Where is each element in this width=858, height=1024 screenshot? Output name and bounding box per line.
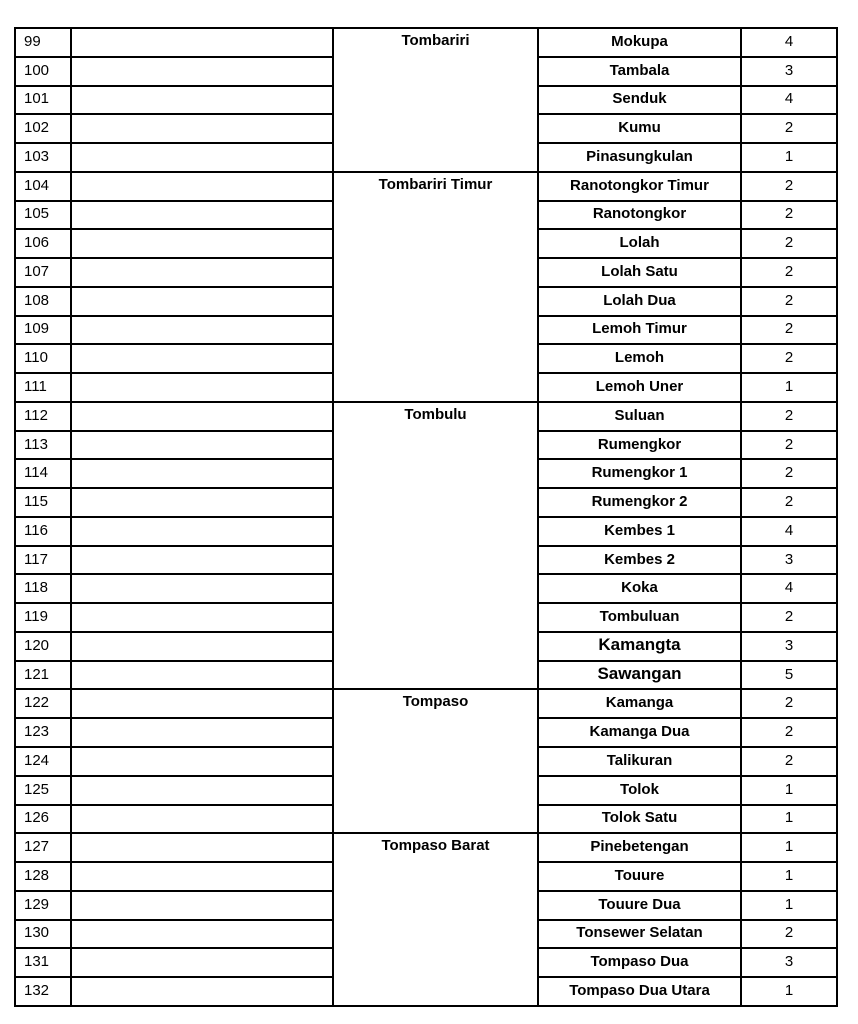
row-divider [537, 142, 838, 144]
row-number: 116 [24, 521, 48, 539]
count-value: 4 [784, 579, 794, 597]
count-value: 3 [784, 636, 794, 654]
empty-name-cell [71, 516, 333, 545]
count-value: 4 [784, 521, 794, 539]
table-row [0, 746, 858, 775]
table-row [0, 545, 858, 574]
count-value: 2 [784, 176, 794, 194]
row-divider [14, 113, 334, 115]
empty-name-cell [71, 660, 333, 689]
table-row [0, 573, 858, 602]
empty-name-cell [71, 746, 333, 775]
empty-name-cell [71, 315, 333, 344]
row-divider [537, 890, 838, 892]
village-name: Lemoh Uner [595, 377, 684, 395]
row-divider [14, 171, 838, 173]
row-divider [537, 257, 838, 259]
row-divider [537, 315, 838, 317]
row-number: 114 [24, 464, 48, 482]
district-name: Tombulu [404, 405, 467, 423]
row-number: 121 [24, 665, 50, 683]
row-divider [14, 746, 334, 748]
row-divider [14, 343, 334, 345]
empty-name-cell [71, 430, 333, 459]
empty-name-cell [71, 861, 333, 890]
table-row [0, 315, 858, 344]
row-divider [14, 200, 334, 202]
row-divider [537, 85, 838, 87]
empty-name-cell [71, 976, 333, 1005]
village-name: Sawangan [597, 664, 682, 684]
row-divider [537, 631, 838, 633]
count-value: 2 [784, 464, 794, 482]
row-divider [14, 1005, 838, 1007]
village-name: Pinasungkulan [586, 147, 693, 165]
table-row [0, 56, 858, 85]
row-divider [537, 343, 838, 345]
row-number: 99 [24, 32, 41, 50]
row-divider [14, 516, 334, 518]
count-value: 1 [784, 895, 794, 913]
village-name: Kamangta [598, 635, 681, 655]
village-name: Tompaso Dua [590, 953, 689, 971]
village-name: Suluan [614, 406, 665, 424]
row-number: 125 [24, 780, 50, 798]
row-number: 111 [24, 377, 47, 395]
row-divider [14, 257, 334, 259]
village-name: Kamanga [605, 694, 674, 712]
row-number: 103 [24, 147, 50, 165]
table-row [0, 775, 858, 804]
table-row [0, 631, 858, 660]
row-divider [14, 573, 334, 575]
empty-name-cell [71, 228, 333, 257]
count-value: 2 [784, 234, 794, 252]
row-number: 128 [24, 866, 50, 884]
empty-name-cell [71, 631, 333, 660]
empty-name-cell [71, 372, 333, 401]
table-row [0, 142, 858, 171]
table-row [0, 890, 858, 919]
count-value: 4 [784, 32, 794, 50]
row-number: 110 [24, 349, 48, 367]
empty-name-cell [71, 27, 333, 56]
village-name: Mokupa [611, 32, 668, 50]
empty-name-cell [71, 717, 333, 746]
row-divider [14, 430, 334, 432]
district-name: Tompaso Barat [381, 837, 490, 855]
table-row [0, 228, 858, 257]
row-divider [537, 200, 838, 202]
table-row [0, 286, 858, 315]
count-value: 2 [784, 435, 794, 453]
empty-name-cell [71, 343, 333, 372]
row-divider [537, 56, 838, 58]
row-divider [537, 746, 838, 748]
table-row [0, 458, 858, 487]
empty-name-cell [71, 545, 333, 574]
table-row [0, 200, 858, 229]
row-divider [14, 56, 334, 58]
count-value: 1 [784, 147, 794, 165]
count-value: 2 [784, 205, 794, 223]
count-value: 2 [784, 349, 794, 367]
row-number: 129 [24, 895, 50, 913]
row-number: 106 [24, 234, 50, 252]
row-number: 107 [24, 262, 50, 280]
row-divider [14, 228, 334, 230]
row-divider [14, 545, 334, 547]
village-name: Lemoh Timur [592, 320, 687, 338]
row-divider [14, 487, 334, 489]
empty-name-cell [71, 602, 333, 631]
village-name: Pinebetengan [590, 838, 689, 856]
table-row [0, 430, 858, 459]
district-name: Tombariri Timur [378, 175, 493, 193]
row-divider [537, 660, 838, 662]
empty-name-cell [71, 401, 333, 430]
count-value: 2 [784, 119, 794, 137]
row-divider [537, 717, 838, 719]
row-divider [14, 85, 334, 87]
row-divider [537, 602, 838, 604]
count-value: 1 [784, 780, 794, 798]
row-number: 123 [24, 723, 50, 741]
row-number: 127 [24, 838, 50, 856]
count-value: 5 [784, 665, 794, 683]
village-name: Koka [621, 579, 658, 597]
village-name: Kembes 1 [604, 521, 675, 539]
count-value: 1 [784, 981, 794, 999]
row-number: 120 [24, 636, 50, 654]
table-row [0, 804, 858, 833]
row-divider [14, 660, 334, 662]
village-name: Tompaso Dua Utara [569, 981, 710, 999]
table-row [0, 717, 858, 746]
village-name: Senduk [612, 90, 667, 108]
count-value: 2 [784, 751, 794, 769]
village-name: Tombuluan [599, 608, 680, 626]
village-name: Tolok Satu [601, 809, 678, 827]
village-name: Touure [614, 866, 665, 884]
count-value: 3 [784, 61, 794, 79]
village-name: Ranotongkor Timur [570, 176, 709, 194]
table-row [0, 257, 858, 286]
village-name: Tonsewer Selatan [576, 924, 703, 942]
row-divider [537, 372, 838, 374]
row-divider [14, 976, 334, 978]
village-name: Tolok [620, 780, 659, 798]
table-row [0, 602, 858, 631]
row-number: 113 [24, 435, 48, 453]
row-divider [537, 228, 838, 230]
row-divider [537, 573, 838, 575]
count-value: 2 [784, 924, 794, 942]
empty-name-cell [71, 171, 333, 200]
row-number: 108 [24, 291, 50, 309]
row-number: 104 [24, 176, 50, 194]
count-value: 4 [784, 90, 794, 108]
empty-name-cell [71, 113, 333, 142]
row-number: 112 [24, 406, 48, 424]
row-divider [14, 631, 334, 633]
village-name: Lolah Dua [603, 291, 676, 309]
empty-name-cell [71, 487, 333, 516]
row-divider [537, 286, 838, 288]
table-row [0, 113, 858, 142]
count-value: 1 [784, 809, 794, 827]
district-name: Tombariri [401, 32, 470, 49]
table-row [0, 516, 858, 545]
row-divider [14, 832, 838, 834]
village-name: Rumengkor [597, 435, 682, 453]
row-divider [14, 315, 334, 317]
empty-name-cell [71, 85, 333, 114]
village-name: Rumengkor 2 [591, 493, 688, 511]
empty-name-cell [71, 56, 333, 85]
count-value: 1 [784, 838, 794, 856]
count-value: 2 [784, 694, 794, 712]
empty-name-cell [71, 286, 333, 315]
empty-name-cell [71, 573, 333, 602]
count-value: 2 [784, 723, 794, 741]
row-divider [537, 976, 838, 978]
count-value: 2 [784, 262, 794, 280]
row-divider [14, 286, 334, 288]
row-divider [14, 861, 334, 863]
row-divider [14, 27, 838, 29]
empty-name-cell [71, 688, 333, 717]
district-name: Tompaso [402, 693, 469, 711]
count-value: 3 [784, 550, 794, 568]
empty-name-cell [71, 804, 333, 833]
row-number: 119 [24, 608, 48, 626]
row-divider [14, 458, 334, 460]
table-row [0, 919, 858, 948]
row-number: 109 [24, 320, 50, 338]
row-divider [537, 804, 838, 806]
row-divider [537, 861, 838, 863]
count-value: 2 [784, 291, 794, 309]
empty-name-cell [71, 947, 333, 976]
empty-name-cell [71, 200, 333, 229]
row-number: 126 [24, 809, 50, 827]
row-divider [14, 775, 334, 777]
row-number: 118 [24, 579, 48, 597]
empty-name-cell [71, 142, 333, 171]
count-value: 2 [784, 320, 794, 338]
village-name: Kumu [618, 119, 661, 137]
village-name: Tambala [609, 61, 670, 79]
row-divider [14, 401, 838, 403]
row-number: 101 [24, 90, 50, 108]
row-divider [537, 919, 838, 921]
row-divider [14, 717, 334, 719]
empty-name-cell [71, 832, 333, 861]
count-value: 2 [784, 608, 794, 626]
empty-name-cell [71, 890, 333, 919]
table-row [0, 861, 858, 890]
row-number: 115 [24, 493, 48, 511]
row-number: 100 [24, 61, 50, 79]
village-name: Lolah Satu [601, 262, 678, 280]
table-row [0, 947, 858, 976]
row-number: 122 [24, 694, 50, 712]
empty-name-cell [71, 458, 333, 487]
village-name: Talikuran [606, 751, 673, 769]
row-divider [14, 688, 838, 690]
table-row [0, 372, 858, 401]
row-number: 102 [24, 119, 50, 137]
village-name: Lolah [619, 234, 660, 252]
row-number: 117 [24, 550, 48, 568]
count-value: 2 [784, 406, 794, 424]
row-divider [14, 804, 334, 806]
village-name: Kamanga Dua [589, 723, 690, 741]
row-divider [537, 516, 838, 518]
village-name: Ranotongkor [592, 205, 687, 223]
table-row [0, 660, 858, 689]
row-number: 131 [24, 953, 50, 971]
row-divider [537, 458, 838, 460]
row-divider [537, 947, 838, 949]
table-row [0, 85, 858, 114]
table-row [0, 343, 858, 372]
row-divider [14, 142, 334, 144]
row-divider [537, 545, 838, 547]
row-divider [14, 919, 334, 921]
table-row [0, 976, 858, 1005]
village-name: Lemoh [614, 349, 665, 367]
row-number: 124 [24, 751, 50, 769]
row-number: 105 [24, 205, 50, 223]
row-divider [14, 602, 334, 604]
village-name: Kembes 2 [604, 550, 675, 568]
row-divider [14, 890, 334, 892]
row-divider [14, 372, 334, 374]
row-number: 130 [24, 924, 50, 942]
empty-name-cell [71, 775, 333, 804]
village-name: Touure Dua [598, 895, 681, 913]
row-number: 132 [24, 981, 50, 999]
row-divider [14, 947, 334, 949]
village-name: Rumengkor 1 [591, 464, 688, 482]
row-divider [537, 430, 838, 432]
count-value: 1 [784, 866, 794, 884]
count-value: 3 [784, 953, 794, 971]
table-row [0, 487, 858, 516]
row-divider [537, 487, 838, 489]
row-divider [537, 113, 838, 115]
empty-name-cell [71, 257, 333, 286]
empty-name-cell [71, 919, 333, 948]
row-divider [537, 775, 838, 777]
count-value: 1 [784, 377, 794, 395]
count-value: 2 [784, 493, 794, 511]
